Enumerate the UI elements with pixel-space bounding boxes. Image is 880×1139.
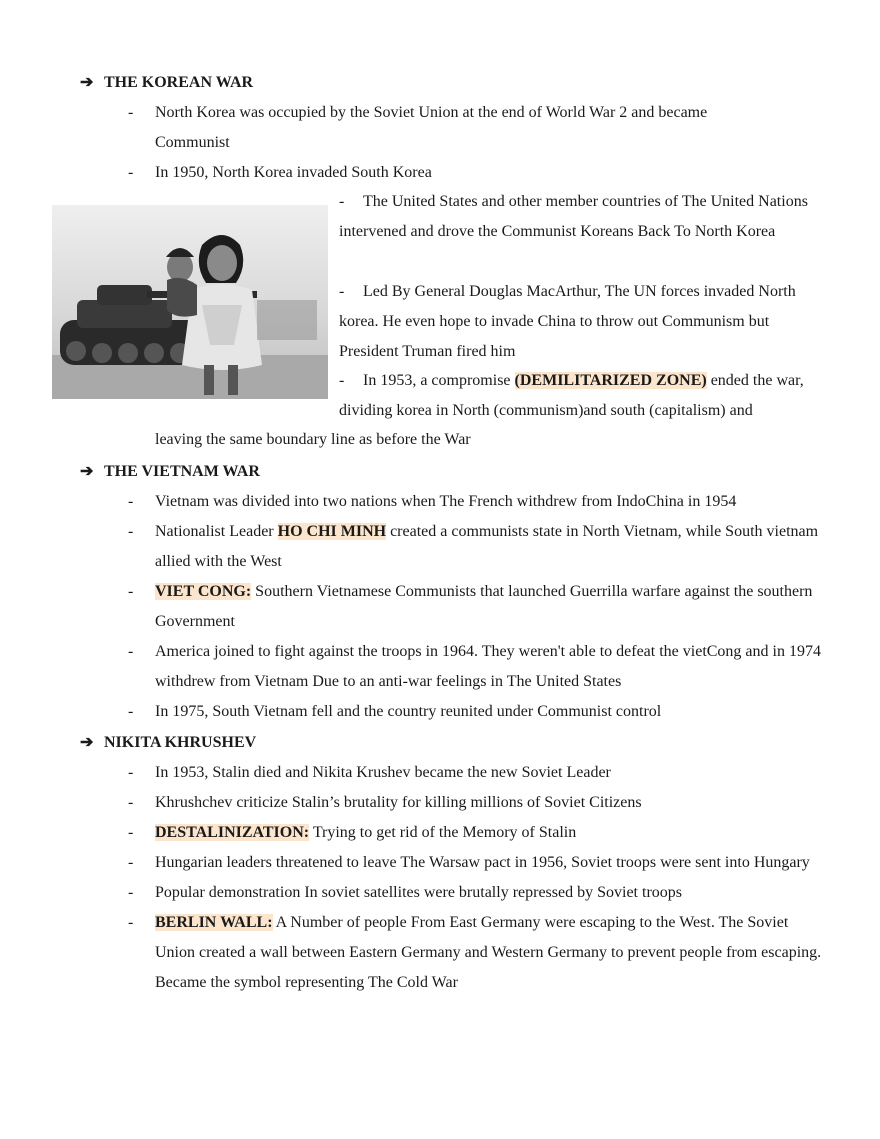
list-item-text: In 1950, North Korea invaded South Korea [155, 164, 432, 181]
list-item-text: North Korea was occupied by the Soviet Union at the end of World War 2 and became Communist [155, 104, 708, 151]
highlight-berlin-wall: BERLIN WALL: [155, 914, 273, 931]
list-item-text-cont: ended the war, dividing korea in North (communism)and south (capitalism) and [339, 372, 804, 419]
list-item [128, 908, 828, 998]
korean-wrapped-bullet-2 [339, 277, 829, 367]
list-item [128, 758, 828, 788]
highlight-ho-chi-minh: HO CHI MINH [277, 523, 387, 540]
vietnam-bullets [128, 487, 828, 727]
highlight-destalinization: DESTALINIZATION: [155, 824, 310, 841]
dash-icon: - [128, 764, 134, 781]
dash-icon: - [128, 643, 134, 660]
dash-icon: - [128, 583, 134, 600]
arrow-icon: ➔ [80, 463, 94, 480]
list-item [128, 517, 828, 577]
list-item-text: Popular demonstration In soviet satellites were brutally repressed by Soviet troops [155, 884, 682, 901]
arrow-icon: ➔ [80, 74, 94, 91]
dash-icon: - [128, 854, 134, 871]
korean-bullets [128, 98, 768, 188]
heading-korean-war [80, 68, 253, 98]
dash-icon: - [339, 283, 345, 300]
list-item-text: America joined to fight against the troops in 1964. They weren't able to defeat the vietCong and in 1974 withdrew from Vietnam Due to an anti-war feelings in The United States [155, 643, 821, 690]
list-item-text: Hungarian leaders threatened to leave The Warsaw pact in 1956, Soviet troops were sent into Hungary [155, 854, 810, 871]
dash-icon: - [128, 703, 134, 720]
list-item-text: Led By General Douglas MacArthur, The UN forces invaded North korea. He even hope to invade China to throw out Communism but President Truman fired him [339, 283, 796, 360]
highlight-viet-cong: VIET CONG: [155, 583, 252, 600]
heading-text: THE VIETNAM WAR [104, 463, 260, 480]
list-item-text: Khrushchev criticize Stalin’s brutality for killing millions of Soviet Citizens [155, 794, 642, 811]
list-item [128, 158, 768, 188]
list-item-text-cont: created a communists state in North Vietnam, while South vietnam allied with the West [155, 523, 819, 570]
list-item-text: Nationalist Leader [155, 523, 278, 540]
dash-icon: - [128, 884, 134, 901]
korean-continuation-line: leaving the same boundary line as before the War [155, 431, 471, 448]
dash-icon: - [128, 824, 134, 841]
heading-vietnam-war [80, 457, 260, 487]
heading-text: NIKITA KHRUSHEV [104, 734, 257, 751]
korean-war-photo [52, 205, 328, 399]
list-item [128, 98, 768, 158]
list-item [128, 818, 828, 848]
korean-wrapped-bullet-1 [339, 187, 829, 247]
dash-icon: - [128, 493, 134, 510]
list-item [128, 577, 828, 637]
list-item-text: Vietnam was divided into two nations when The French withdrew from IndoChina in 1954 [155, 493, 737, 510]
dash-icon: - [339, 372, 345, 389]
list-item-text: In 1975, South Vietnam fell and the country reunited under Communist control [155, 703, 662, 720]
list-item [128, 788, 828, 818]
heading-nikita-khrushev [80, 728, 256, 758]
list-item [128, 697, 828, 727]
khrushev-bullets [128, 758, 828, 998]
dash-icon: - [339, 193, 345, 210]
arrow-icon: ➔ [80, 734, 94, 751]
list-item [128, 848, 828, 878]
dash-icon: - [128, 794, 134, 811]
list-item-text: The United States and other member countries of The United Nations intervened and drove the Communist Koreans Back To North Korea [339, 193, 808, 240]
list-item-text: In 1953, Stalin died and Nikita Krushev became the new Soviet Leader [155, 764, 611, 781]
list-item-text: Southern Vietnamese Communists that launched Guerrilla warfare against the southern Government [155, 583, 813, 630]
list-item-text: Trying to get rid of the Memory of Stalin [309, 824, 577, 841]
highlight-demilitarized-zone: (DEMILITARIZED ZONE) [514, 372, 707, 389]
list-item-text: A Number of people From East Germany were escaping to the West. The Soviet Union created a wall between Eastern Germany and Western Germany to prevent people from escaping. Became the symbol representing The Cold War [155, 914, 822, 991]
dash-icon: - [128, 104, 134, 121]
dash-icon: - [128, 914, 134, 931]
dash-icon: - [128, 523, 134, 540]
korean-wrapped-bullet-3 [339, 366, 829, 426]
heading-text: THE KOREAN WAR [104, 74, 254, 91]
dash-icon: - [128, 164, 134, 181]
photo-image [52, 205, 328, 399]
list-item [128, 878, 828, 908]
list-item [128, 637, 828, 697]
list-item [128, 487, 828, 517]
list-item-text: In 1953, a compromise [363, 372, 515, 389]
